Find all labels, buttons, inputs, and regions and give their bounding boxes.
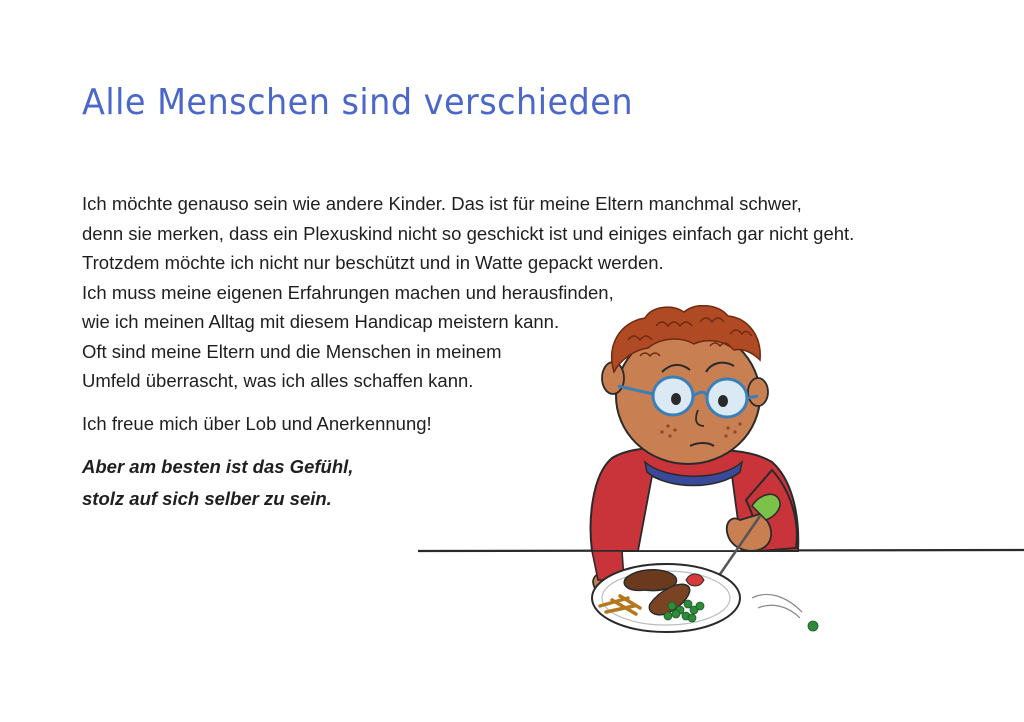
text-line: Aber am besten ist das Gefühl, bbox=[82, 456, 354, 477]
text-line: Oft sind meine Eltern und die Menschen in meinem bbox=[82, 340, 502, 362]
page-title: Alle Menschen sind verschieden bbox=[82, 82, 634, 123]
boy-eating-illustration bbox=[415, 305, 1024, 645]
paragraph-praise: Ich freue mich über Lob und Anerkennung! bbox=[82, 412, 432, 434]
left-eye bbox=[671, 393, 681, 405]
right-eye bbox=[718, 395, 728, 407]
text-line: Ich möchte genauso sein wie andere Kinder. Das ist für meine Eltern manchmal schwer, bbox=[82, 193, 802, 214]
right-ear bbox=[748, 378, 768, 406]
text-line: Umfeld überrascht, was ich alles schaffen kann. bbox=[82, 370, 474, 391]
text-line: Ich muss meine eigenen Erfahrungen machen und herausfinden, bbox=[82, 281, 614, 303]
text-line: stolz auf sich selber zu sein. bbox=[82, 488, 332, 509]
text-line: denn sie merken, dass ein Plexuskind nicht so geschickt ist und einiges einfach gar nicht geht. bbox=[82, 222, 855, 244]
bouncing-pea bbox=[808, 621, 818, 631]
text-line: Trotzdem möchte ich nicht nur beschützt und in Watte gepackt werden. bbox=[82, 252, 664, 273]
motion-lines bbox=[752, 594, 802, 618]
text-line: wie ich meinen Alltag mit diesem Handicap meistern kann. bbox=[82, 311, 560, 332]
undershirt bbox=[638, 476, 742, 551]
tomato bbox=[686, 574, 704, 586]
